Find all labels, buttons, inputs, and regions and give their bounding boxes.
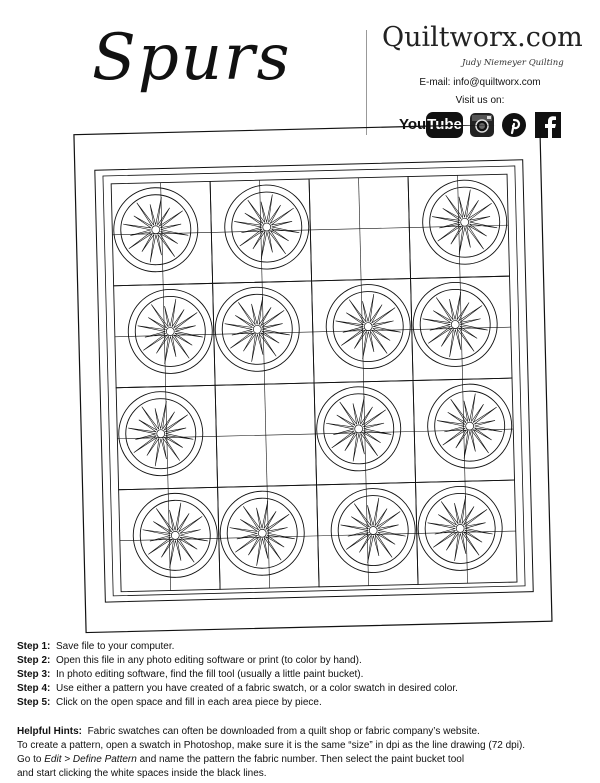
brand-logo[interactable] bbox=[382, 20, 587, 72]
spur-center bbox=[171, 531, 179, 539]
step-2 bbox=[17, 654, 587, 668]
spur-center bbox=[166, 327, 174, 335]
quilt-blocks bbox=[111, 174, 517, 592]
quilt-line-drawing[interactable] bbox=[68, 125, 554, 635]
spur-center bbox=[364, 322, 372, 330]
spur-inner-ring bbox=[337, 495, 409, 567]
helpful-hints bbox=[17, 725, 592, 781]
spur-outer-ring bbox=[412, 281, 498, 367]
spur-center bbox=[157, 430, 165, 438]
brand-name: Quiltworx.com bbox=[382, 22, 583, 53]
spur-star-points bbox=[123, 197, 189, 263]
hints-label: Helpful Hints: bbox=[17, 726, 82, 737]
spur-center bbox=[355, 425, 363, 433]
step-text: Use either a pattern you have created of a fabric swatch, or a color swatch in desired color. bbox=[56, 683, 458, 694]
spur-star-points bbox=[335, 293, 401, 359]
hint-line-3 bbox=[17, 753, 592, 767]
hint-line-2: To create a pattern, open a swatch in Photoshop, make sure it is the same “size” in dpi as the line drawing (72 dpi). bbox=[17, 740, 526, 751]
step-label: Step 5: bbox=[17, 697, 51, 708]
quilt-title: Spurs bbox=[92, 21, 292, 95]
spur-star-points bbox=[142, 502, 208, 568]
spur-outer-ring bbox=[330, 488, 416, 574]
spur-center bbox=[466, 422, 474, 430]
spur-center bbox=[461, 218, 469, 226]
spur-star-points bbox=[436, 393, 502, 459]
spur-star-points bbox=[340, 497, 406, 563]
spur-star-points bbox=[326, 396, 392, 462]
youtube-tube-text: Tube bbox=[426, 112, 463, 138]
spur-star-points bbox=[234, 194, 300, 260]
spur-outer-ring bbox=[316, 386, 402, 472]
spur-star-points bbox=[224, 296, 290, 362]
spur-star-points bbox=[422, 291, 488, 357]
step-1 bbox=[17, 640, 587, 654]
instruction-steps bbox=[17, 640, 587, 710]
header-divider bbox=[366, 30, 367, 135]
spur-star-points bbox=[128, 401, 194, 467]
step-4 bbox=[17, 682, 587, 696]
spur-outer-ring bbox=[224, 184, 310, 270]
spur-center bbox=[258, 529, 266, 537]
spur-star-points bbox=[432, 189, 498, 255]
spur-outer-ring bbox=[422, 179, 508, 265]
spur-outer-ring bbox=[113, 187, 199, 273]
brand-tagline: Judy Niemeyer Quilting bbox=[462, 58, 564, 68]
visit-us-label: Visit us on: bbox=[455, 95, 505, 106]
spur-inner-ring bbox=[419, 289, 491, 361]
email-contact[interactable]: E-mail: info@quiltworx.com bbox=[419, 77, 541, 88]
spur-inner-ring bbox=[332, 291, 404, 363]
spur-outer-ring bbox=[219, 490, 305, 576]
spur-center bbox=[152, 226, 160, 234]
spur-inner-ring bbox=[134, 296, 206, 368]
spur-star-points bbox=[229, 500, 295, 566]
hint-menu-path: Edit > Define Pattern bbox=[44, 754, 137, 765]
hint-line-1 bbox=[17, 725, 592, 739]
step-text: Click on the open space and fill in each area piece by piece. bbox=[56, 697, 322, 708]
spur-outer-ring bbox=[427, 383, 513, 469]
spur-star-points bbox=[427, 495, 493, 561]
spur-center bbox=[451, 320, 459, 328]
step-text: Save file to your computer. bbox=[56, 641, 175, 652]
spur-outer-ring bbox=[325, 284, 411, 370]
spur-center bbox=[253, 325, 261, 333]
spur-inner-ring bbox=[323, 393, 395, 465]
spur-inner-ring bbox=[120, 194, 192, 266]
step-text: In photo editing software, find the fill tool (usually a little paint bucket). bbox=[56, 669, 364, 680]
spur-inner-ring bbox=[226, 497, 298, 569]
spur-outer-ring bbox=[214, 286, 300, 372]
step-label: Step 4: bbox=[17, 683, 51, 694]
spur-center bbox=[263, 223, 271, 231]
hint-line-4: and start clicking the white spaces inside the black lines. bbox=[17, 768, 267, 779]
spur-outer-ring bbox=[127, 288, 213, 374]
hint-text: and name the pattern the fabric number. Then select the paint bucket tool bbox=[136, 754, 465, 765]
spur-center bbox=[456, 524, 464, 532]
spur-star-points bbox=[137, 298, 203, 364]
spur-inner-ring bbox=[139, 500, 211, 572]
step-label: Step 2: bbox=[17, 655, 51, 666]
step-text: Open this file in any photo editing software or print (to color by hand). bbox=[56, 655, 362, 666]
spur-inner-ring bbox=[429, 186, 501, 258]
spur-outer-ring bbox=[118, 391, 204, 477]
spur-outer-ring bbox=[417, 485, 503, 571]
spur-inner-ring bbox=[221, 293, 293, 365]
spur-inner-ring bbox=[434, 390, 506, 462]
step-5 bbox=[17, 696, 587, 710]
spur-inner-ring bbox=[231, 191, 303, 263]
hint-text: Go to bbox=[17, 754, 45, 765]
step-label: Step 3: bbox=[17, 669, 51, 680]
step-3 bbox=[17, 668, 587, 682]
spur-inner-ring bbox=[424, 493, 496, 565]
spur-inner-ring bbox=[125, 398, 197, 470]
youtube-you-text: You bbox=[399, 116, 427, 133]
step-label: Step 1: bbox=[17, 641, 51, 652]
spur-center bbox=[369, 526, 377, 534]
hint-text: Fabric swatches can often be downloaded from a quilt shop or fabric company’s website. bbox=[87, 726, 480, 737]
spur-outer-ring bbox=[132, 492, 218, 578]
